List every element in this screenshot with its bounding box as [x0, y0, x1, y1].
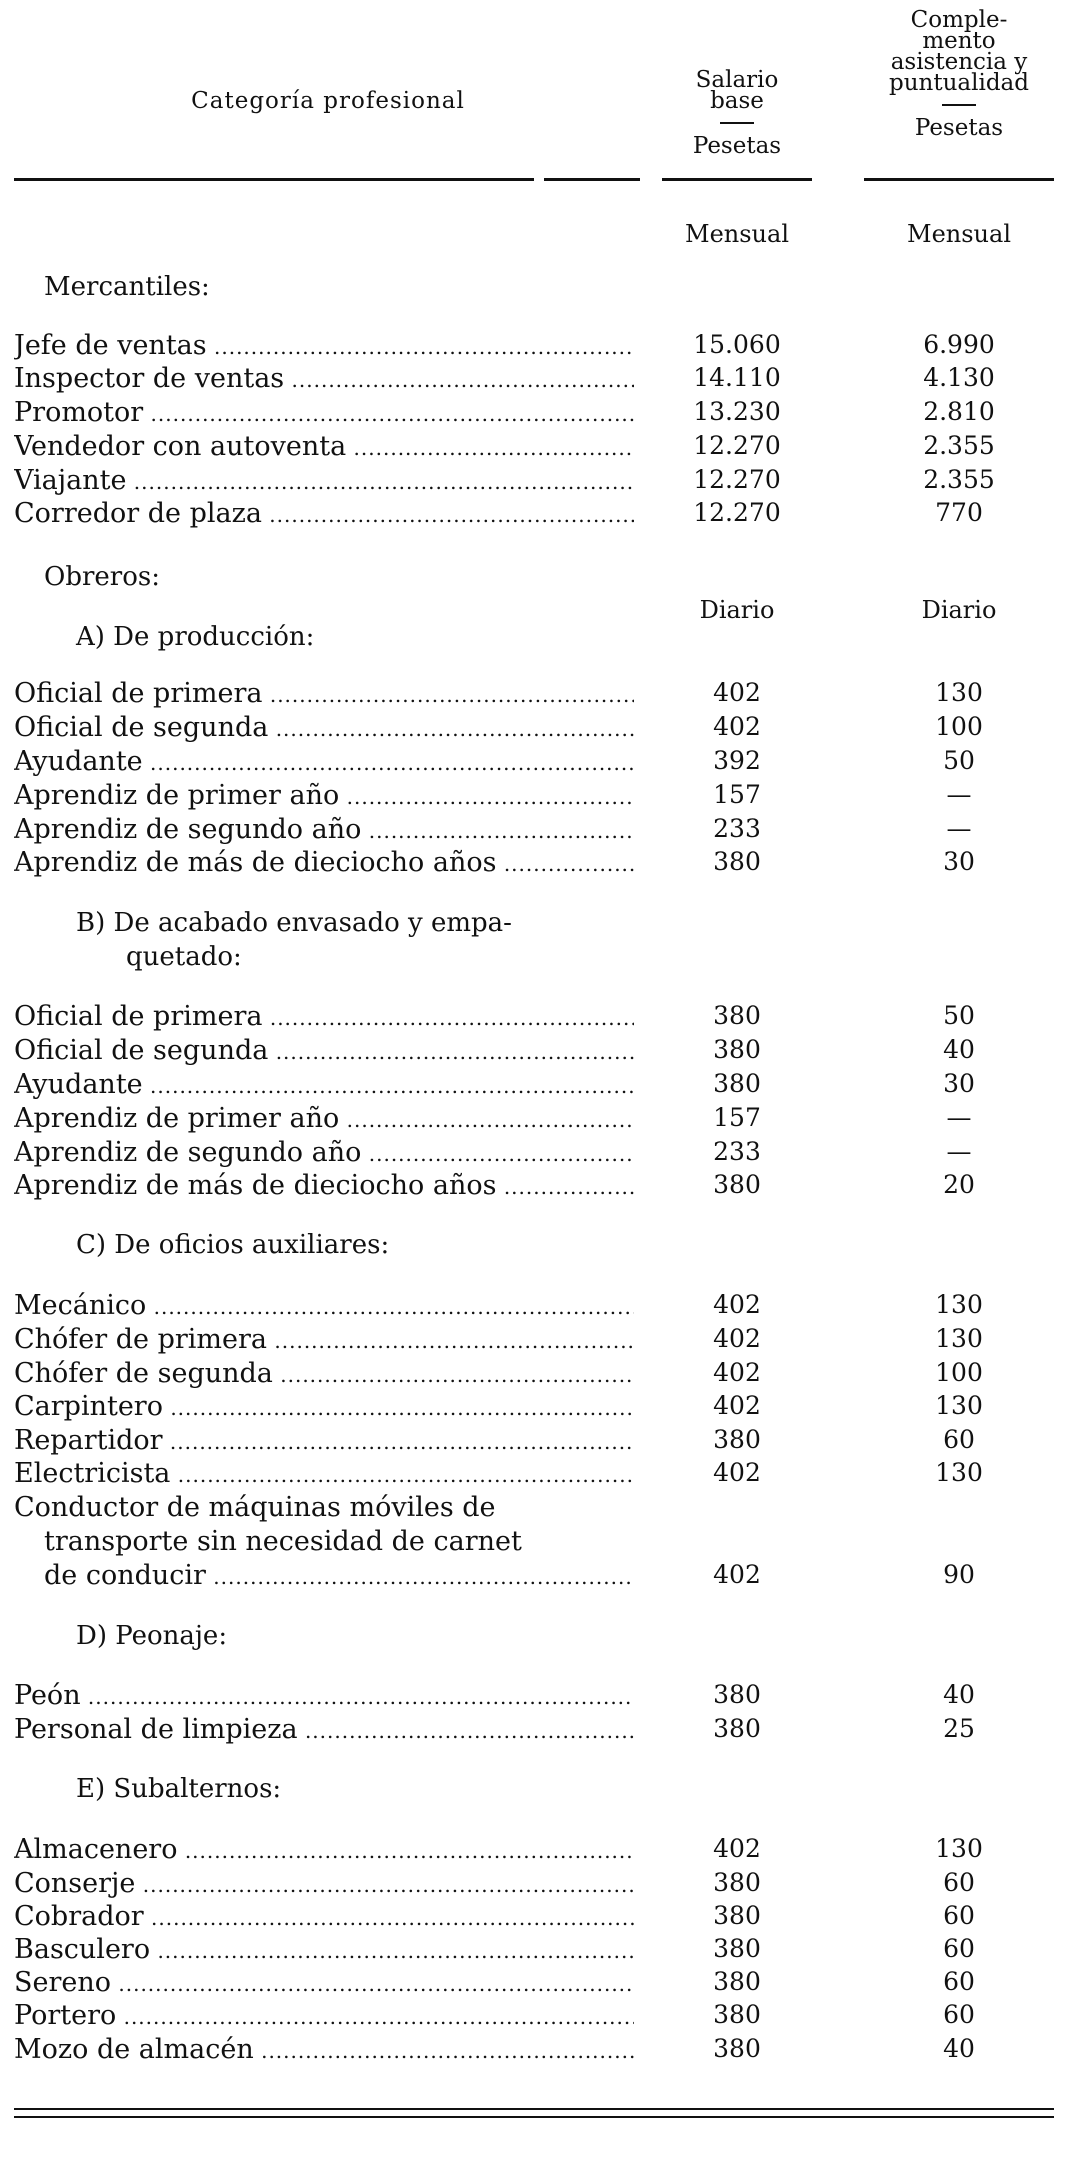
- header-complemento: [864, 7, 1054, 141]
- row-salario: 392: [713, 746, 761, 775]
- section-c-oficios-auxiliares: C) De oficios auxiliares:: [76, 1230, 390, 1260]
- row-label: Mozo de almacén .....: [14, 2034, 634, 2065]
- table-row: [14, 1560, 1054, 1592]
- row-salario: 13.230: [693, 397, 781, 426]
- table-row: [14, 1934, 1054, 1966]
- table-row: [14, 814, 1054, 846]
- row-label: de conducir .....: [44, 1560, 634, 1591]
- table-row: [14, 1324, 1054, 1356]
- section-d-peonaje: D) Peonaje:: [76, 1621, 228, 1651]
- table-row: [14, 1868, 1054, 1900]
- table-row: [14, 2000, 1054, 2032]
- header-complemento-line3: asistencia y: [890, 49, 1028, 75]
- table-row: [14, 465, 1054, 497]
- row-label: Inspector de ventas .....: [14, 363, 634, 394]
- mercantiles-period-1: Mensual: [685, 220, 789, 248]
- section-mercantiles: Mercantiles:: [44, 272, 210, 302]
- header-salario-base: [662, 67, 812, 159]
- row-label: Aprendiz de segundo año .....: [14, 1137, 634, 1168]
- row-salario: 233: [713, 814, 761, 843]
- row-complemento: 130: [935, 1290, 983, 1319]
- header-rule-4: [864, 178, 1054, 181]
- row-complemento: 130: [935, 678, 983, 707]
- row-complemento: 130: [935, 1391, 983, 1420]
- row-complemento: 30: [943, 847, 975, 876]
- row-salario: 12.270: [693, 465, 781, 494]
- table-row: [14, 1714, 1054, 1746]
- row-label: Peón .....: [14, 1680, 634, 1711]
- row-label-conductor-line1: Conductor de máquinas móviles de: [14, 1492, 496, 1523]
- header-complemento-dash: [942, 104, 976, 106]
- row-complemento: 4.130: [923, 363, 995, 392]
- row-label: Viajante .....: [14, 465, 634, 496]
- section-b-acabado: B) De acabado envasado y empa-: [76, 908, 512, 938]
- table-row: [14, 678, 1054, 710]
- row-complemento: 770: [935, 498, 983, 527]
- row-label: Ayudante .....: [14, 746, 634, 777]
- row-salario: 402: [713, 712, 761, 741]
- row-label: Oficial de segunda .....: [14, 1035, 634, 1066]
- row-salario: 402: [713, 1560, 761, 1589]
- header-category: Categoría profesional: [191, 88, 465, 114]
- salary-table-page: [14, 0, 1054, 2159]
- header-complemento-line2: mento: [922, 28, 996, 54]
- row-complemento: 100: [935, 1358, 983, 1387]
- row-label: Almacenero .....: [14, 1834, 634, 1865]
- table-row: [14, 1425, 1054, 1457]
- table-row: [14, 1035, 1054, 1067]
- row-salario: 380: [713, 1934, 761, 1963]
- row-salario: 12.270: [693, 498, 781, 527]
- row-complemento: 30: [943, 1069, 975, 1098]
- row-salario: 380: [713, 2000, 761, 2029]
- row-complemento: 60: [943, 1967, 975, 1996]
- mercantiles-period-2: Mensual: [907, 220, 1011, 248]
- row-salario: 380: [713, 1035, 761, 1064]
- row-salario: 380: [713, 1069, 761, 1098]
- table-row: [14, 330, 1054, 362]
- table-end-rule-2: [14, 2116, 1054, 2118]
- row-salario: 380: [713, 1714, 761, 1743]
- table-row: [14, 780, 1054, 812]
- row-salario: 402: [713, 678, 761, 707]
- table-row: [14, 746, 1054, 778]
- section-e-subalternos: E) Subalternos:: [76, 1774, 282, 1804]
- row-complemento: 2.355: [923, 431, 995, 460]
- row-complemento: 2.355: [923, 465, 995, 494]
- row-label: Oficial de primera .....: [14, 678, 634, 709]
- row-salario: 402: [713, 1324, 761, 1353]
- table-row: [14, 1358, 1054, 1390]
- row-complemento: 130: [935, 1324, 983, 1353]
- row-label: Repartidor .....: [14, 1425, 634, 1456]
- row-complemento: —: [946, 814, 972, 843]
- table-row: [14, 397, 1054, 429]
- row-label-conductor-line2: transporte sin necesidad de carnet: [44, 1526, 522, 1557]
- header-salario-line2: base: [710, 88, 764, 114]
- row-label: Basculero .....: [14, 1934, 634, 1965]
- table-row: [14, 847, 1054, 879]
- table-row: [14, 1391, 1054, 1423]
- row-complemento: 60: [943, 2000, 975, 2029]
- row-label: Carpintero .....: [14, 1391, 634, 1422]
- row-complemento: 50: [943, 1001, 975, 1030]
- header-salario-unit: Pesetas: [692, 133, 782, 159]
- row-label: Aprendiz de más de dieciocho años .....: [14, 847, 634, 878]
- row-complemento: —: [946, 1103, 972, 1132]
- table-row: [14, 1680, 1054, 1712]
- row-label: Aprendiz de primer año .....: [14, 780, 634, 811]
- table-row: [14, 712, 1054, 744]
- obreros-period-2: Diario: [921, 596, 997, 624]
- section-b-acabado-cont: quetado:: [126, 942, 242, 972]
- row-salario: 380: [713, 2034, 761, 2063]
- table-row: [14, 1967, 1054, 1999]
- table-row: [14, 1458, 1054, 1490]
- row-salario: 380: [713, 1868, 761, 1897]
- row-salario: 402: [713, 1358, 761, 1387]
- row-label: Cobrador .....: [14, 1901, 634, 1932]
- row-complemento: 90: [943, 1560, 975, 1589]
- row-label: Portero .....: [14, 2000, 634, 2031]
- header-salario-dash: [720, 122, 754, 124]
- row-complemento: 2.810: [923, 397, 995, 426]
- row-label: Aprendiz de más de dieciocho años .....: [14, 1170, 634, 1201]
- table-row: [14, 431, 1054, 463]
- table-row: [14, 1901, 1054, 1933]
- row-salario: 402: [713, 1834, 761, 1863]
- row-complemento: 60: [943, 1901, 975, 1930]
- row-complemento: 6.990: [923, 330, 995, 359]
- row-label: Aprendiz de segundo año .....: [14, 814, 634, 845]
- row-complemento: 130: [935, 1458, 983, 1487]
- row-complemento: —: [946, 780, 972, 809]
- table-row: [14, 1001, 1054, 1033]
- header-complemento-line4: puntualidad: [889, 70, 1029, 96]
- row-complemento: 60: [943, 1934, 975, 1963]
- header-complemento-line1: Comple-: [910, 7, 1008, 33]
- table-row: [14, 1170, 1054, 1202]
- row-salario: 157: [713, 780, 761, 809]
- table-row: [14, 1069, 1054, 1101]
- row-label: Jefe de ventas .....: [14, 330, 634, 361]
- row-salario: 15.060: [693, 330, 781, 359]
- row-complemento: 50: [943, 746, 975, 775]
- row-salario: 12.270: [693, 431, 781, 460]
- row-salario: 14.110: [693, 363, 781, 392]
- row-salario: 380: [713, 1170, 761, 1199]
- row-complemento: 20: [943, 1170, 975, 1199]
- table-row: [14, 363, 1054, 395]
- row-salario: 402: [713, 1458, 761, 1487]
- header-rule-3: [662, 178, 812, 181]
- row-label: Aprendiz de primer año .....: [14, 1103, 634, 1134]
- row-salario: 380: [713, 1001, 761, 1030]
- table-row: [14, 498, 1054, 530]
- row-label: Sereno .....: [14, 1967, 634, 1998]
- row-salario: 380: [713, 1967, 761, 1996]
- table-row: [14, 1834, 1054, 1866]
- header-rule-1: [14, 178, 534, 181]
- row-salario: 380: [713, 1680, 761, 1709]
- table-end-rule-1: [14, 2108, 1054, 2110]
- obreros-period-1: Diario: [699, 596, 775, 624]
- row-label: Ayudante .....: [14, 1069, 634, 1100]
- row-salario: 402: [713, 1290, 761, 1319]
- header-salario-line1: Salario: [695, 67, 779, 93]
- row-label: Oficial de primera .....: [14, 1001, 634, 1032]
- table-row: [14, 1103, 1054, 1135]
- header-rule-2: [544, 178, 640, 181]
- row-label: Oficial de segunda .....: [14, 712, 634, 743]
- table-row: [14, 1137, 1054, 1169]
- row-complemento: 60: [943, 1868, 975, 1897]
- row-salario: 380: [713, 1425, 761, 1454]
- row-label: Vendedor con autoventa .....: [14, 431, 634, 462]
- row-label: Conserje .....: [14, 1868, 634, 1899]
- table-row: [14, 1290, 1054, 1322]
- row-label: Chófer de segunda .....: [14, 1358, 634, 1389]
- section-a-produccion: A) De producción:: [76, 622, 315, 652]
- row-complemento: 130: [935, 1834, 983, 1863]
- header-complemento-unit: Pesetas: [914, 115, 1004, 141]
- section-obreros: Obreros:: [44, 562, 160, 592]
- row-label: Corredor de plaza .....: [14, 498, 634, 529]
- row-complemento: 60: [943, 1425, 975, 1454]
- row-salario: 402: [713, 1391, 761, 1420]
- row-label: Mecánico .....: [14, 1290, 634, 1321]
- table-row: [14, 2034, 1054, 2066]
- row-label: Chófer de primera .....: [14, 1324, 634, 1355]
- row-label: Electricista .....: [14, 1458, 634, 1489]
- row-salario: 380: [713, 847, 761, 876]
- row-label: Promotor .....: [14, 397, 634, 428]
- row-complemento: 40: [943, 2034, 975, 2063]
- row-salario: 157: [713, 1103, 761, 1132]
- row-label: Personal de limpieza .....: [14, 1714, 634, 1745]
- row-complemento: 25: [943, 1714, 975, 1743]
- row-salario: 380: [713, 1901, 761, 1930]
- row-salario: 233: [713, 1137, 761, 1166]
- row-complemento: 40: [943, 1035, 975, 1064]
- row-complemento: 40: [943, 1680, 975, 1709]
- row-complemento: —: [946, 1137, 972, 1166]
- row-complemento: 100: [935, 712, 983, 741]
